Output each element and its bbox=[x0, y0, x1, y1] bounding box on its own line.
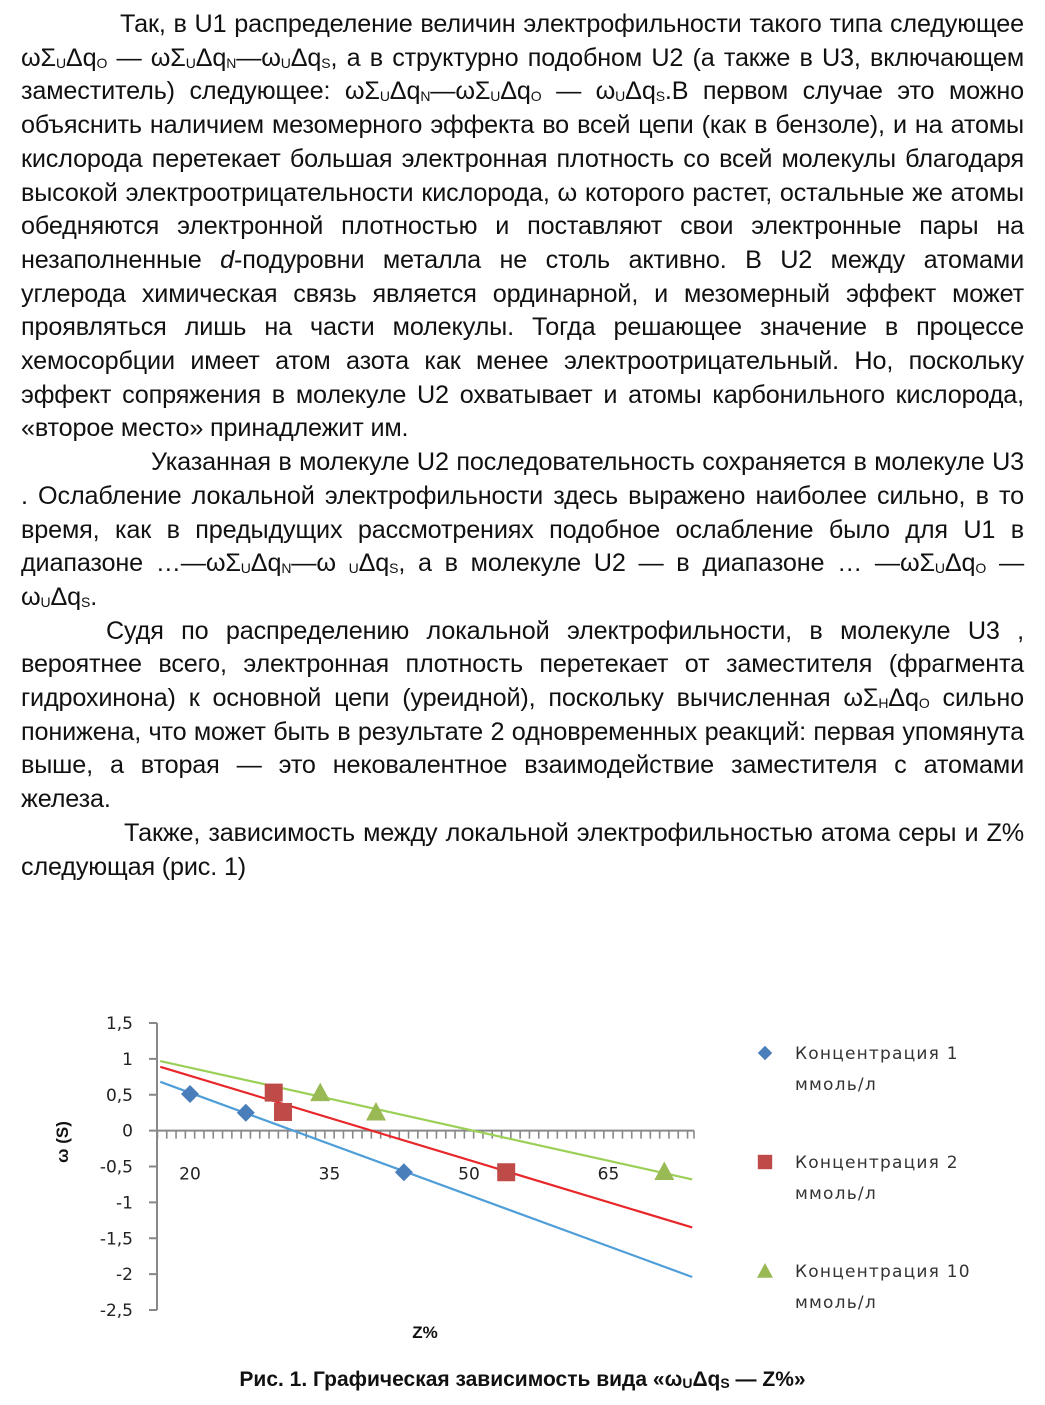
legend-unit-1: ммоль/л bbox=[795, 1075, 877, 1095]
x-tick-label: 65 bbox=[597, 1164, 620, 1185]
text-run: —ω bbox=[236, 43, 281, 72]
trendline-3 bbox=[160, 1061, 692, 1179]
subscript: N bbox=[420, 88, 431, 105]
text-run: —ωΣ bbox=[430, 77, 491, 106]
y-tick-label: -2 bbox=[116, 1265, 133, 1286]
subscript: O bbox=[96, 54, 108, 71]
subscript: U bbox=[934, 560, 945, 577]
subscript: U bbox=[280, 54, 291, 71]
subscript: U bbox=[55, 54, 66, 71]
text-run: Δq bbox=[290, 43, 322, 72]
data-point-series-1 bbox=[181, 1085, 199, 1103]
subscript: U bbox=[348, 560, 359, 577]
text-run: Судя по распределению локальной электрофильности, в молекуле U3 , вероятнее всего, электронная плотность перетекает от заместителя (фрагмента гидрохинона) к основной цепи (уреидной), поскольку вычисленная ωΣ bbox=[21, 616, 1024, 713]
data-point-series-3 bbox=[310, 1083, 330, 1102]
figure-chart bbox=[0, 990, 1045, 1360]
subscript: O bbox=[975, 560, 987, 577]
text-run: Указанная в молекуле U2 последовательность сохраняется в молекуле U3 . Ослабление локальной электрофильности здесь выражено наиболее сильно, в то время, как в предыдущих рассмотрениях подобное ослабление было для U1 в диапазоне …—ωΣ bbox=[21, 448, 1024, 578]
y-axis-title: ω (S) bbox=[53, 1121, 72, 1163]
legend-marker-square-icon bbox=[758, 1155, 772, 1169]
x-tick-label: 50 bbox=[458, 1164, 480, 1185]
caption-prefix: Рис. 1. Графическая зависимость вида «ω bbox=[239, 1368, 683, 1391]
italic-text: d bbox=[220, 245, 234, 274]
y-tick-label: -0,5 bbox=[99, 1157, 133, 1178]
subscript: S bbox=[321, 54, 331, 71]
subscript: S bbox=[655, 88, 665, 105]
subscript: O bbox=[918, 695, 930, 712]
y-tick-label: -2,5 bbox=[99, 1301, 133, 1321]
caption-sub-u: U bbox=[682, 1375, 693, 1391]
data-point-series-1 bbox=[395, 1163, 413, 1181]
legend-marker-diamond-icon bbox=[758, 1046, 772, 1060]
text-run: — ωΣ bbox=[107, 43, 186, 72]
trendline-2 bbox=[160, 1067, 692, 1228]
text-run: Δq bbox=[358, 549, 390, 578]
paragraph-4 bbox=[21, 817, 1024, 884]
text-run: —ω bbox=[291, 549, 349, 578]
x-axis-title: Z% bbox=[412, 1323, 438, 1342]
subscript: U bbox=[40, 593, 51, 610]
data-point-series-2 bbox=[265, 1084, 283, 1102]
text-run: . bbox=[90, 582, 98, 611]
paragraph-2 bbox=[21, 446, 1024, 615]
subscript: S bbox=[389, 560, 399, 577]
legend-label-3: Концентрация 10 bbox=[795, 1262, 971, 1282]
subscript: U bbox=[185, 54, 196, 71]
x-tick-label: 20 bbox=[179, 1164, 201, 1185]
text-run: Δq bbox=[888, 684, 919, 713]
chart-legend bbox=[757, 1044, 971, 1313]
y-axis bbox=[100, 1014, 157, 1321]
subscript: U bbox=[490, 88, 501, 105]
text-run: Также, зависимость между локальной электрофильностью атома серы и Z% следующая (рис. 1) bbox=[21, 818, 1024, 881]
caption-suffix: — Z%» bbox=[729, 1368, 806, 1391]
text-run: — ω bbox=[541, 77, 616, 106]
legend-unit-3: ммоль/л bbox=[795, 1293, 877, 1313]
text-run: Δq bbox=[195, 43, 227, 72]
paragraph-1 bbox=[21, 8, 1024, 446]
text-run: , а в молекуле U2 — в диапазоне … —ωΣ bbox=[398, 549, 935, 578]
data-point-series-1 bbox=[237, 1104, 255, 1122]
subscript: N bbox=[281, 560, 292, 577]
subscript: U bbox=[379, 88, 390, 105]
subscript: U bbox=[240, 560, 251, 577]
y-tick-label: 0,5 bbox=[105, 1085, 133, 1106]
text-run: Δq bbox=[500, 77, 531, 106]
x-axis bbox=[157, 1131, 694, 1185]
text-run: Δq bbox=[250, 549, 282, 578]
y-tick-label: -1,5 bbox=[99, 1229, 133, 1250]
text-run: сильно понижена, что может быть в результате 2 одновременных реакций: первая упомянута выше, а вторая — это нековалентное взаимодействие заместителя с атомами железа. bbox=[21, 684, 1024, 814]
text-run: Δq bbox=[50, 582, 82, 611]
x-tick-label: 35 bbox=[318, 1164, 341, 1185]
y-tick-label: 1,5 bbox=[105, 1014, 133, 1034]
paragraph-3 bbox=[21, 615, 1024, 817]
legend-label-1: Концентрация 1 bbox=[795, 1044, 959, 1064]
text-run: Δq bbox=[389, 77, 421, 106]
subscript: S bbox=[81, 593, 91, 610]
data-point-series-2 bbox=[497, 1163, 515, 1181]
y-tick-label: -1 bbox=[116, 1193, 133, 1214]
figure-caption bbox=[0, 1368, 1045, 1392]
text-run: Δq bbox=[944, 549, 976, 578]
text-run: .В первом случае это можно объяснить наличием мезомерного эффекта во всей цепи (как в бензоле), и на атомы кислорода перетекает большая электронная плотность со всей молекулы благодаря высокой электроотрицательности кислорода, ω которого растет, остальные же атомы обедняются электронной плотностью и поставляют свои электронные пары на незаполненные bbox=[21, 77, 1024, 274]
y-tick-label: 1 bbox=[122, 1049, 133, 1070]
text-run: Δq bbox=[625, 77, 656, 106]
subscript: N bbox=[226, 54, 237, 71]
caption-sub-s: S bbox=[720, 1375, 730, 1391]
data-point-series-2 bbox=[274, 1103, 292, 1121]
caption-mid: Δq bbox=[692, 1368, 721, 1391]
text-run: , а в структурно подобном U2 (а также в U3, включающем заместитель) следующее: ωΣ bbox=[21, 43, 1025, 106]
subscript: H bbox=[878, 695, 889, 712]
text-run: —ω bbox=[21, 549, 1025, 611]
text-run: Δq bbox=[65, 43, 97, 72]
legend-unit-2: ммоль/л bbox=[795, 1184, 877, 1204]
legend-marker-triangle-icon bbox=[757, 1263, 773, 1278]
text-run: -подуровни металла не столь активно. В U2 между атомами углерода химическая связь является ординарной, и мезомерный эффект может проявляться лишь на части молекулы. Тогда решающее значение в процессе хемосорбции имеет атом азота как менее электроотрицательный. Но, поскольку эффект сопряжения в молекуле U2 охватывает и атомы карбонильного кислорода, «второе место» принадлежит им. bbox=[21, 245, 1024, 443]
subscript: U bbox=[615, 88, 626, 105]
article-text bbox=[21, 8, 1024, 884]
subscript: O bbox=[530, 88, 542, 105]
y-tick-label: 0 bbox=[122, 1121, 133, 1142]
legend-label-2: Концентрация 2 bbox=[795, 1153, 959, 1173]
text-run: Так, в U1 распределение величин электрофильности такого типа следующее ωΣ bbox=[21, 10, 1024, 72]
